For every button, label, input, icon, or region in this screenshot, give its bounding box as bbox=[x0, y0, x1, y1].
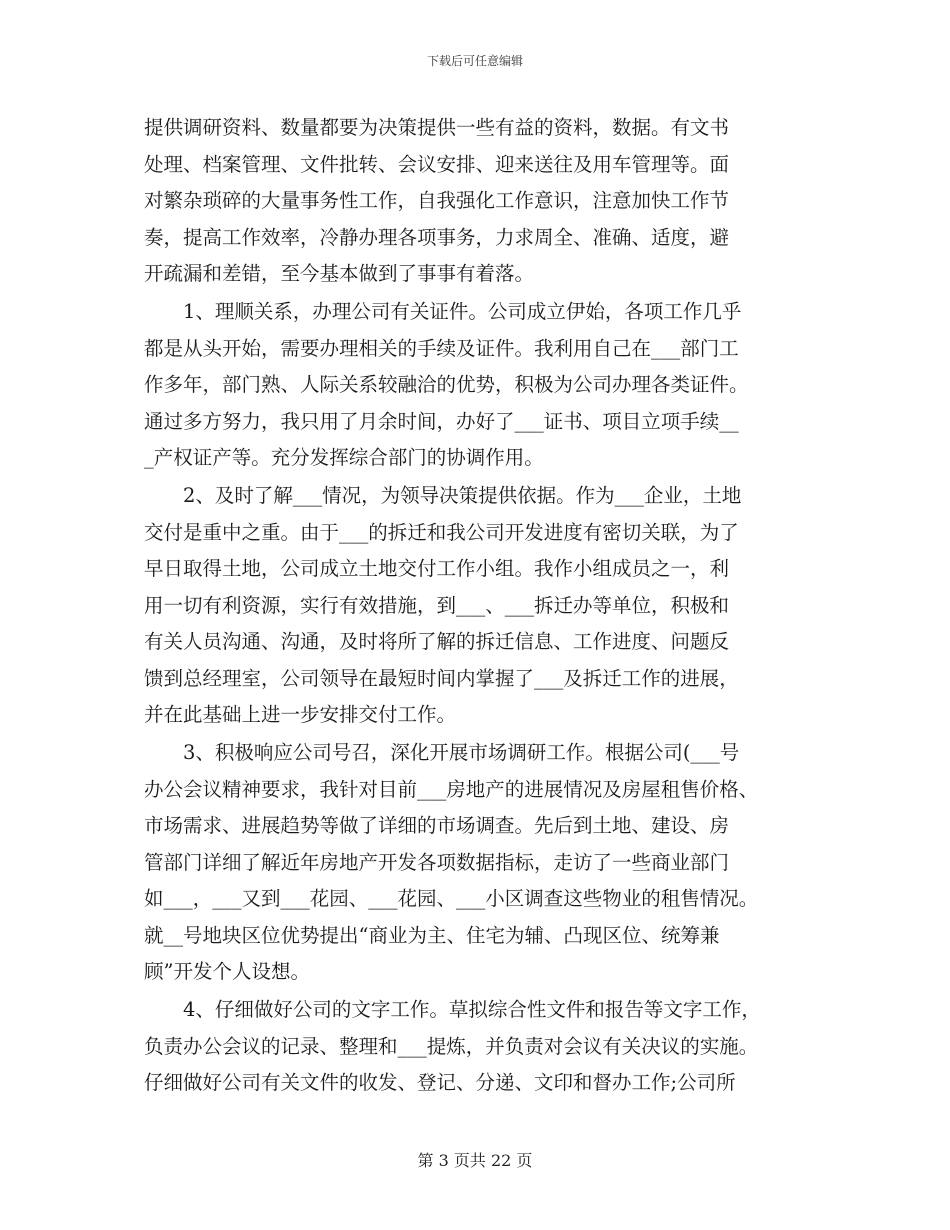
text-line: _产权证产等。充分发挥综合部门的协调作用。 bbox=[144, 446, 544, 469]
text-line: 市场需求、进展趋势等做了详细的市场调查。先后到土地、建设、房 bbox=[144, 814, 730, 837]
text-line: 办公会议精神要求，我针对目前___房地产的进展情况及房屋租售价格、 bbox=[144, 777, 759, 801]
paragraph-intro bbox=[144, 110, 806, 293]
text-line: 开疏漏和差错，至今基本做到了事事有着落。 bbox=[144, 262, 535, 285]
page-header: 下载后可任意编辑 bbox=[426, 54, 523, 68]
text-line: 提供调研资料、数量都要为决策提供一些有益的资料，数据。有文书 bbox=[144, 116, 730, 139]
text-line: 奏，提高工作效率，冷静办理各项事务，力求周全、准确、适度，避 bbox=[144, 225, 730, 249]
text-line: 并在此基础上进一步安排交付工作。 bbox=[144, 703, 457, 726]
text-line: 对繁杂琐碎的大量事务性工作，自我强化工作意识，注意加快工作节 bbox=[144, 189, 730, 212]
text-line: 馈到总经理室，公司领导在最短时间内掌握了___及拆迁工作的进展， bbox=[144, 666, 739, 690]
text-line: 4、仔细做好公司的文字工作。草拟综合性文件和报告等文字工作， bbox=[183, 998, 761, 1021]
text-line: 有关人员沟通、沟通，及时将所了解的拆迁信息、工作进度、问题反 bbox=[144, 630, 730, 653]
text-line: 作多年，部门熟、人际关系较融洽的优势，积极为公司办理各类证件。 bbox=[144, 373, 749, 396]
paragraph-item-3 bbox=[144, 735, 806, 991]
paragraph-item-2 bbox=[144, 478, 806, 734]
text-line: 管部门详细了解近年房地产开发各项数据指标，走访了一些商业部门 bbox=[144, 850, 730, 874]
text-line: 通过多方努力，我只用了月余时间，办好了___证书、项目立项手续__ bbox=[144, 409, 739, 433]
text-line: 都是从头开始，需要办理相关的手续及证件。我利用自己在___部门工 bbox=[144, 336, 739, 360]
text-line: 顾”开发个人设想。 bbox=[144, 960, 310, 983]
text-line: 2、及时了解___情况，为领导决策提供依据。作为___企业，土地 bbox=[183, 484, 742, 507]
text-line: 早日取得土地，公司成立土地交付工作小组。我作小组成员之一，利 bbox=[144, 557, 730, 580]
text-line: 交付是重中之重。由于___的拆迁和我公司开发进度有密切关联，为了 bbox=[144, 520, 739, 544]
paragraph-item-1 bbox=[144, 294, 806, 477]
text-line: 如___，___又到___花园、___花园、___小区调查这些物业的租售情况。 bbox=[144, 887, 759, 910]
text-line: 3、积极响应公司号召，深化开展市场调研工作。根据公司(___号 bbox=[183, 741, 740, 764]
text-line: 1、理顺关系，办理公司有关证件。公司成立伊始，各项工作几乎 bbox=[183, 300, 742, 323]
text-line: 处理、档案管理、文件批转、会议安排、迎来送往及用车管理等。面 bbox=[144, 152, 730, 176]
text-line: 负责办公会议的记录、整理和___提炼，并负责对会议有关决议的实施。 bbox=[144, 1034, 759, 1058]
text-line: 就__号地块区位优势提出“商业为主、住宅为辅、凸现区位、统筹兼 bbox=[144, 923, 720, 947]
text-line: 用一切有利资源，实行有效措施，到___、___拆迁办等单位，积极和 bbox=[144, 593, 730, 617]
text-line: 仔细做好公司有关文件的收发、登记、分递、文印和督办工作;公司所 bbox=[144, 1071, 736, 1094]
paragraph-item-4 bbox=[144, 992, 806, 1102]
page-number: 第 3 页共 22 页 bbox=[417, 1151, 533, 1170]
